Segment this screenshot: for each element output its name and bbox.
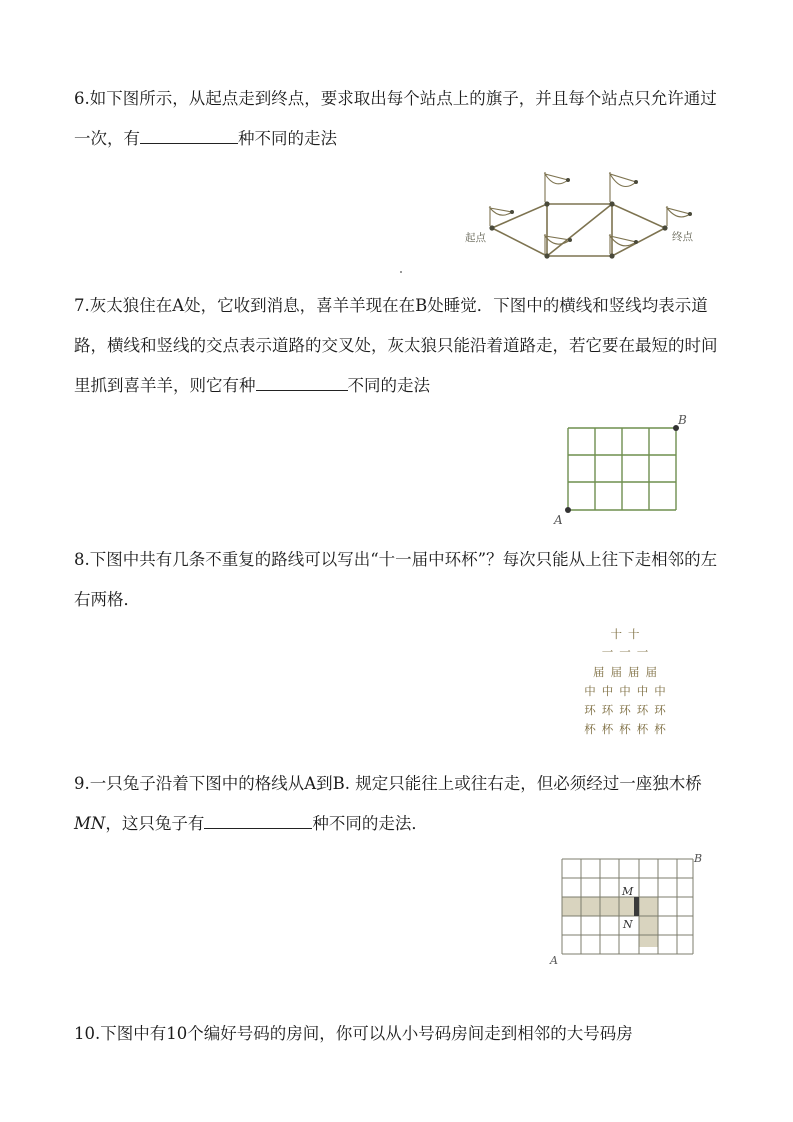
question-text-end: 种不同的走法． xyxy=(312,814,428,833)
question-6 xyxy=(74,79,724,159)
shaded-region xyxy=(639,897,658,947)
label-a: A xyxy=(554,513,563,527)
start-label: 起点 xyxy=(465,232,486,244)
pyramid-row: 一一一 xyxy=(601,645,655,659)
question-number: 9. xyxy=(74,774,90,793)
question-number: 6. xyxy=(74,89,90,108)
route-segment xyxy=(547,204,612,256)
pyramid-row: 中中中中中 xyxy=(584,684,672,698)
end-label: 终点 xyxy=(672,231,693,243)
flag xyxy=(490,206,512,226)
label-b: B xyxy=(678,413,687,427)
pyramid-row: 十十 xyxy=(610,627,646,641)
answer-blank[interactable] xyxy=(140,127,238,145)
question-text: 一只兔子沿着下图中的格线从A到B. 规定只能往上或往右走，但必须经过一座独木桥 xyxy=(89,774,702,793)
question-text: 如下图所示，从起点走到终点，要求取出每个站点上的旗子，并且每个站点只允许通过一次，有 xyxy=(74,89,717,148)
street-grid xyxy=(552,410,702,528)
flag xyxy=(667,206,690,226)
question-10 xyxy=(74,1014,724,1054)
flag-route-figure xyxy=(460,168,710,278)
bridge-mn xyxy=(634,897,639,916)
speck xyxy=(400,271,402,273)
pyramid-row: 环环环环环 xyxy=(584,703,672,717)
question-number: 8. xyxy=(74,550,90,569)
question-number: 7. xyxy=(74,296,90,315)
flag xyxy=(610,172,636,202)
question-text: 灰太狼住在A处，它收到消息，喜羊羊现在在B处睡觉．下图中的横线和竖线均表示道路，横线和竖线的交点表示道路的交叉处，灰太狼只能沿着道路走，若它要在最短的时间里抓到喜羊羊，则它有种 xyxy=(74,296,718,395)
question-8 xyxy=(74,540,724,620)
bridge-grid-figure xyxy=(548,850,718,966)
question-text-end: 不同的走法 xyxy=(347,376,430,395)
label-b: B xyxy=(694,852,703,865)
question-9 xyxy=(74,764,724,844)
label-a: A xyxy=(550,954,558,966)
flag xyxy=(545,172,568,202)
flag xyxy=(545,234,570,254)
point-a-marker xyxy=(565,507,571,513)
character-pyramid xyxy=(568,624,688,744)
question-number: 10. xyxy=(74,1024,101,1043)
pyramid-row: 届届届届 xyxy=(593,665,663,679)
label-m: M xyxy=(622,885,634,898)
question-text-end: 种不同的走法 xyxy=(238,129,337,148)
question-text: 下图中有10个编好号码的房间，你可以从小号码房间走到相邻的大号码房 xyxy=(100,1024,633,1043)
question-text: ，这只兔子有 xyxy=(105,814,205,833)
pyramid-row: 杯杯杯杯杯 xyxy=(584,722,672,736)
bridge-grid xyxy=(548,850,718,966)
street-grid-figure xyxy=(552,410,702,528)
question-7 xyxy=(74,286,724,406)
answer-blank[interactable] xyxy=(256,374,348,392)
question-text: 下图中共有几条不重复的路线可以写出“十一届中环杯”？每次只能从上往下走相邻的左右两格． xyxy=(74,550,718,609)
answer-blank[interactable] xyxy=(204,812,312,830)
bridge-name: MN xyxy=(74,814,106,833)
flag-route-diagram xyxy=(460,168,710,278)
label-n: N xyxy=(623,918,633,931)
